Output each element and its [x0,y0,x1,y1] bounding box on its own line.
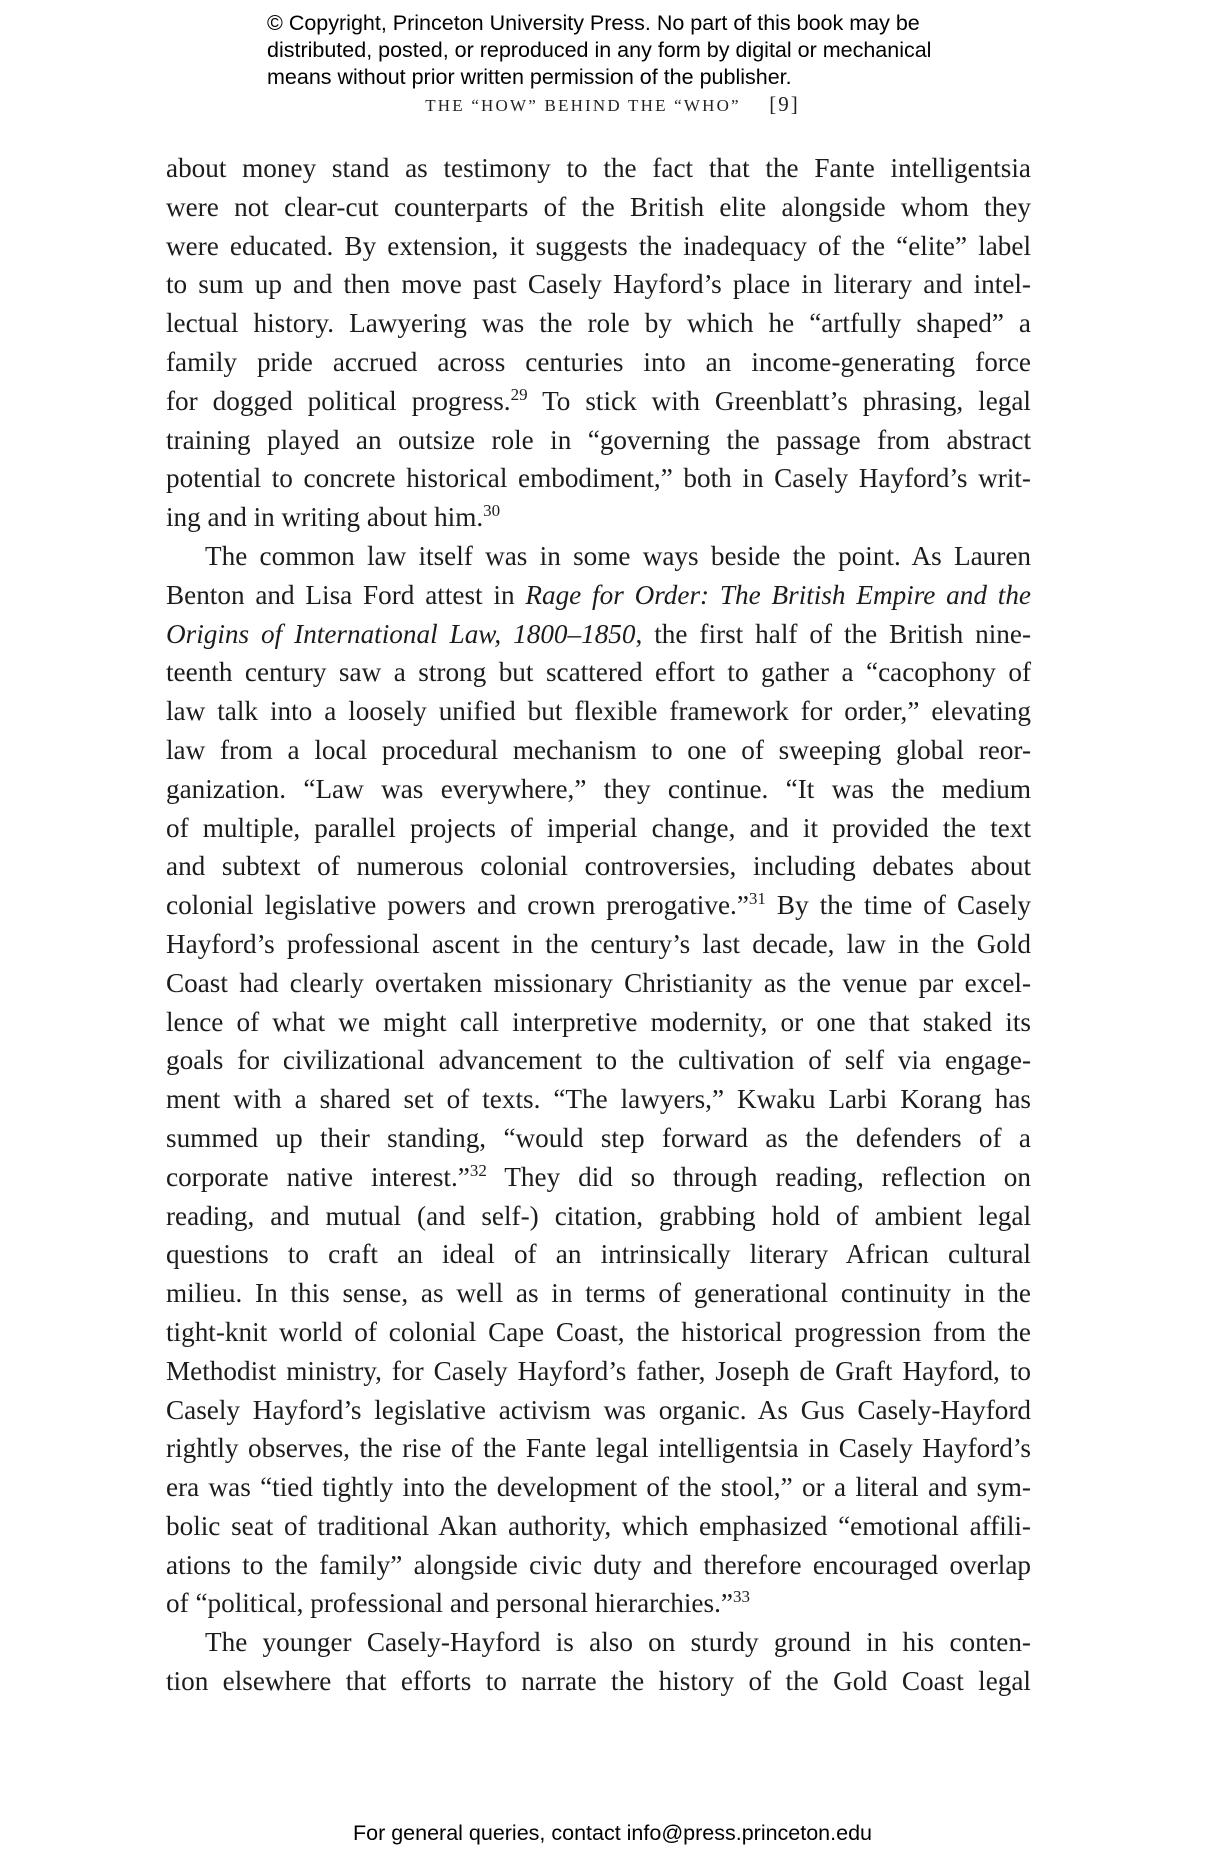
book-title-italic: Rage for Order: The British Empire and the [525,579,1031,610]
copyright-notice [267,10,987,91]
text-line: era was “tied tightly into the development of the stool,” or a literal and sym- [166,1472,1031,1503]
text-run: for dogged political progress. [166,385,511,416]
running-head [0,92,1225,117]
text-line: questions to craft an ideal of an intrinsically literary African cultural [166,1239,1031,1270]
text-line: tion elsewhere that efforts to narrate the history of the Gold Coast legal [166,1666,1031,1697]
text-line: were educated. By extension, it suggests the inadequacy of the “elite” label [166,230,1031,261]
text-run: of “political, professional and personal hierarchies.” [166,1588,733,1619]
text-line [166,886,1031,925]
text-line: tight-knit world of colonial Cape Coast, the historical progression from the [166,1316,1031,1347]
text-run: By the time of Casely [765,890,1031,921]
copyright-line: © Copyright, Princeton University Press. No part of this book may be [267,11,920,35]
footnote-ref: 30 [483,501,501,521]
book-title-italic: Origins of International Law, 1800–1850 [166,618,636,649]
text-run: colonial legislative powers and crown prerogative.” [166,890,749,921]
text-line: The common law itself was in some ways beside the point. As Lauren [205,540,1031,571]
copyright-line: distributed, posted, or reproduced in any form by digital or mechanical [267,38,932,62]
text-line: rightly observes, the rise of the Fante legal intelligentsia in Casely Hayford’s [166,1433,1031,1464]
text-line: Methodist ministry, for Casely Hayford’s father, Joseph de Graft Hayford, to [166,1355,1031,1386]
footnote-ref: 31 [748,889,766,909]
text-line: summed up their standing, “would step forward as the defenders of a [166,1122,1031,1153]
text-line: lectual history. Lawyering was the role by which he “artfully shaped” a [166,308,1031,339]
text-run: ing and in writing about him. [166,502,484,533]
text-line: ganization. “Law was everywhere,” they continue. “It was the medium [166,773,1031,804]
running-head-title: THE “HOW” BEHIND THE “WHO” [425,96,741,115]
footer-contact: For general queries, contact info@press.princeton.edu [352,1821,872,1845]
text-line: to sum up and then move past Casely Hayford’s place in literary and intel- [166,269,1031,300]
text-line: about money stand as testimony to the fact that the Fante intelligentsia [166,153,1031,183]
text-line: training played an outsize role in “governing the passage from abstract [166,424,1031,455]
text-line: reading, and mutual (and self-) citation, grabbing hold of ambient legal [166,1200,1031,1231]
text-line [166,1584,1031,1623]
text-line: lence of what we might call interpretive modernity, or one that staked its [166,1006,1031,1037]
text-line: ations to the family” alongside civic duty and therefore encouraged overlap [166,1549,1031,1580]
text-line: law from a local procedural mechanism to one of sweeping global reor- [166,734,1031,765]
text-line: potential to concrete historical embodiment,” both in Casely Hayford’s writ- [166,463,1031,494]
text-run: They did so through reading, reflection on [486,1161,1031,1192]
text-line: teenth century saw a strong but scattered effort to gather a “cacophony of [166,657,1031,688]
text-line [166,1158,1031,1197]
text-line: Casely Hayford’s legislative activism was organic. As Gus Casely-Hayford [166,1394,1031,1425]
text-line: Hayford’s professional ascent in the century’s last decade, law in the Gold [166,928,1031,959]
footnote-ref: 29 [510,384,528,404]
text-run: , the first half of the British nine- [635,618,1031,649]
text-run: corporate native interest.” [166,1161,470,1192]
footnote-ref: 33 [732,1587,750,1607]
text-line [166,615,1031,654]
text-line [166,382,1031,421]
text-line: Coast had clearly overtaken missionary Christianity as the venue par excel- [166,967,1031,998]
text-line: milieu. In this sense, as well as in terms of generational continuity in the [166,1278,1031,1309]
copyright-line: means without prior written permission of the publisher. [267,65,792,89]
text-line: goals for civilizational advancement to the cultivation of self via engage- [166,1045,1031,1076]
text-line: ment with a shared set of texts. “The lawyers,” Kwaku Larbi Korang has [166,1084,1031,1115]
text-run: Benton and Lisa Ford attest in [166,579,526,610]
text-line: family pride accrued across centuries into an income-generating force [166,346,1031,377]
text-run: To stick with Greenblatt’s phrasing, legal [527,385,1031,416]
text-line: were not clear-cut counterparts of the British elite alongside whom they [166,191,1031,222]
text-line [166,576,1031,615]
footnote-ref: 32 [469,1160,487,1180]
text-line: The younger Casely-Hayford is also on sturdy ground in his conten- [205,1627,1031,1658]
body-text [166,149,1031,1701]
page-number: [9] [769,92,800,116]
text-line: law talk into a loosely unified but flexible framework for order,” elevating [166,696,1031,727]
text-line: bolic seat of traditional Akan authority, which emphasized “emotional affili- [166,1510,1031,1541]
text-line: and subtext of numerous colonial controversies, including debates about [166,851,1031,882]
text-line: of multiple, parallel projects of imperial change, and it provided the text [166,812,1031,843]
text-line [166,498,1031,537]
